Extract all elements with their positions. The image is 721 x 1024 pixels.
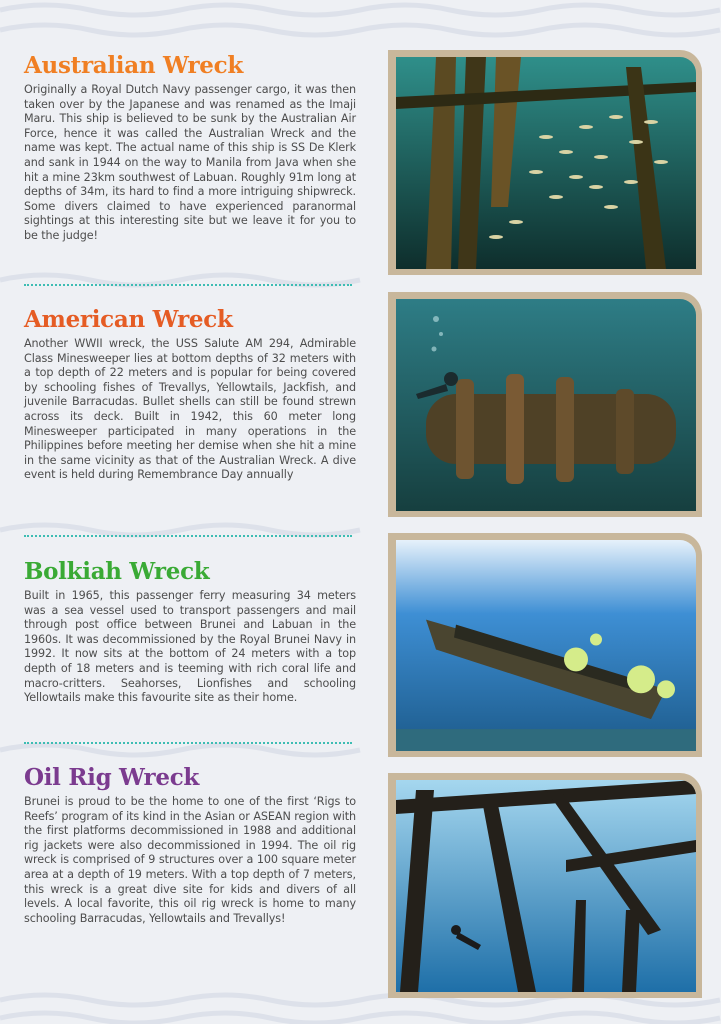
section-title: Bolkiah Wreck [24,558,210,585]
bolkiah-wreck-photo [396,540,696,751]
section-oil-rig-wreck [24,764,356,926]
section-title: American Wreck [24,306,233,333]
dotted-divider [24,535,352,537]
photo-frame [388,773,702,998]
photo-frame [388,50,702,275]
dotted-divider [24,284,352,286]
australian-wreck-photo [396,57,696,269]
section-body: Another WWII wreck, the USS Salute AM 294, Admirable Class Minesweeper lies at bottom depths of 32 meters with a top depth of 22 meters and is popular for being covered by schooling fishes of Trevallys, Yellowtails, Jackfish, and juvenile Barracudas. Bullet shells can still be found strewn across its deck. Built in 1942, this 60 meter long Minesweeper participated in many operations in the Philippines before meeting her demise when she hit a mine in the same vicinity as that of the Australian Wreck. A dive event is held during Remembrance Day annually [24,337,356,482]
section-body: Built in 1965, this passenger ferry measuring 34 meters was a sea vessel used to transport passengers and mail through post office between Brunei and Labuan in the 1960s. It was decommissioned by the Royal Brunei Navy in 1992. It now sits at the bottom of 24 meters with a top depth of 18 meters and is teeming with rich coral life and macro-critters. Seahorses, Lionfishes and schooling Yellowtails make this favourite site as their home. [24,589,356,705]
section-body: Originally a Royal Dutch Navy passenger cargo, it was then taken over by the Japanese and was renamed as the Imaji Maru. This ship is believed to be sunk by the Australian Air Force, hence it was called the Australian Wreck and the name was kept. The actual name of this ship is SS De Klerk and sank in 1944 on the way to Manila from Java when she hit a mine 23km southwest of Labuan. Roughly 91m long at depths of 34m, its hard to find a more intriguing shipwreck. Some divers claimed to have experienced paranormal sightings at this interesting site but we leave it for you to be the judge! [24,83,356,242]
section-australian-wreck [24,52,356,244]
section-body: Brunei is proud to be the home to one of the first ‘Rigs to Reefs’ program of its kind in the Asian or ASEAN region with the first platforms decommissioned in 1988 and additional rig jackets were also decommissioned in 1994. The oil rig wreck is comprised of 9 structures over a 100 square meter area at a depth of 19 meters. With a top depth of 7 meters, this wreck is a great dive site for kids and divers of all levels. A local favorite, this oil rig wreck is home to many schooling Barracudas, Yellowtails and Trevallys! [24,795,356,925]
photo-frame [388,292,702,517]
section-title: Oil Rig Wreck [24,764,200,791]
section-title: Australian Wreck [24,52,243,79]
american-wreck-photo [396,299,696,511]
section-american-wreck [24,306,356,483]
oil-rig-wreck-photo [396,780,696,992]
section-bolkiah-wreck [24,558,356,706]
dotted-divider [24,742,352,744]
photo-frame [388,533,702,757]
